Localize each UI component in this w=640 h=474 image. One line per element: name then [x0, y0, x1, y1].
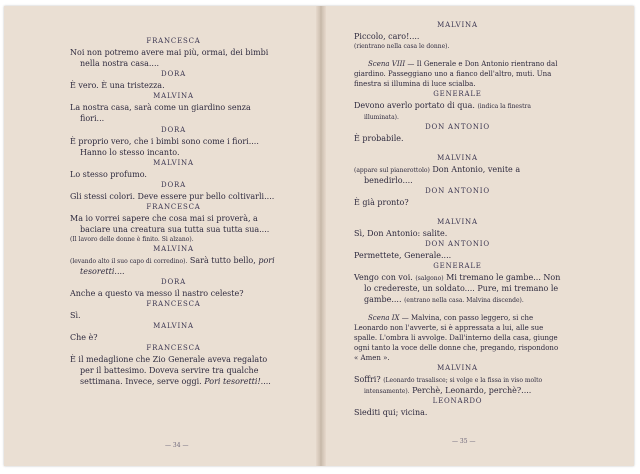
dialogue-line — [354, 374, 561, 396]
speaker-heading: GENERALE — [433, 90, 482, 98]
dialogue-line: È proprio vero, che i bimbi sono come i fiori.... Hanno lo stesso incanto. — [70, 137, 259, 157]
dialogue-line: Anche a questo va messo il nastro celeste? — [70, 289, 244, 298]
speaker-heading: FRANCESCA — [146, 37, 201, 45]
scene-direction — [354, 59, 561, 89]
speaker-heading: FRANCESCA — [146, 203, 201, 211]
scene-direction — [354, 313, 561, 363]
speaker-heading: DORA — [161, 181, 186, 189]
speaker-heading: DORA — [161, 278, 186, 286]
dialogue-line: Permettete, Generale.... — [354, 251, 452, 260]
right-page — [354, 14, 561, 418]
speaker-heading: MALVINA — [153, 159, 194, 167]
dialogue-italic: Pori tesoretti!.... — [204, 377, 271, 386]
dialogue-line: È probabile. — [354, 134, 404, 143]
dialogue-line — [70, 354, 277, 387]
speaker-heading: DON ANTONIO — [425, 187, 490, 195]
dialogue-line: Noi non potremo avere mai più, ormai, dei bimbi nella nostra casa.... — [70, 48, 269, 68]
dialogue-italic: pori tesoretti.... — [80, 256, 275, 276]
stage-direction: (salgono) — [415, 275, 444, 282]
dialogue-text: Mi tremano le gambe... Non lo credereste, un soldato.... Pure, mi tremano le gambe.... — [364, 273, 561, 304]
dialogue-text: Sarà tutto bello, — [189, 256, 256, 265]
scene-title: Scena VIII — [368, 60, 406, 68]
speaker-heading: MALVINA — [153, 92, 194, 100]
speaker-heading: LEONARDO — [432, 397, 483, 405]
speaker-heading: GENERALE — [433, 262, 482, 270]
page-number: — 35 — — [452, 438, 476, 445]
dialogue-line: È vero. È una tristezza. — [70, 81, 165, 90]
stage-direction: (Il lavoro delle donne è finito. Si alzano). — [70, 236, 194, 243]
dialogue-line: Che è? — [70, 333, 98, 342]
dialogue-text: Soffri? — [354, 375, 381, 384]
book-gutter — [316, 6, 326, 466]
dialogue-line — [354, 164, 561, 186]
speaker-heading: MALVINA — [437, 21, 478, 29]
dialogue-line: La nostra casa, sarà come un giardino senza fiori... — [70, 103, 251, 123]
scene-text: — Il Generale e Don Antonio rientrano dal giardino. Passeggiano uno a fianco dell'altro, muti. Una finestra si illumina di luce scialba. — [354, 60, 558, 88]
dialogue-line — [70, 255, 277, 277]
dialogue-text: Don Antonio, venite a benedirlo.... — [364, 165, 521, 185]
speaker-heading: MALVINA — [437, 364, 478, 372]
scene-text: — Malvina, con passo leggero, si che Leonardo non l'avverte, si è appressata a lui, alle sue spalle. L'ombra li avvolge. Dall'interno della casa, giunge ogni tanto la voce delle donne che, pregando, rispondono « Amen ». — [354, 314, 559, 362]
dialogue-line: Lo stesso profumo. — [70, 170, 147, 179]
speaker-heading: MALVINA — [153, 245, 194, 253]
dialogue-line — [354, 100, 561, 122]
stage-direction: (rientrano nella casa le donne). — [354, 43, 450, 50]
dialogue-line: Sì. — [70, 311, 81, 320]
scene-title: Scena IX — [368, 314, 400, 322]
speaker-heading: FRANCESCA — [146, 300, 201, 308]
dialogue-text: È il medaglione che Zio Generale aveva regalato per il battesimo. Doveva servire tra qualche settimana. Invece, serve oggi. — [70, 355, 268, 386]
stage-direction: (levando alto il suo capo di corredino). — [70, 258, 188, 265]
stage-direction: (Leonardo trasalisce; si volge e la fissa in viso molto intensamente). — [364, 377, 543, 395]
speaker-heading: DORA — [161, 126, 186, 134]
stage-direction: (indica la finestra illuminata). — [364, 103, 531, 121]
dialogue-line — [354, 272, 561, 305]
dialogue-line: Sì, Don Antonio: salite. — [354, 229, 448, 238]
speaker-heading: MALVINA — [437, 218, 478, 226]
speaker-heading: DON ANTONIO — [425, 240, 490, 248]
dialogue-line: Gli stessi colori. Deve essere pur bello coltivarli.... — [70, 192, 275, 201]
dialogue-text: Devono averlo portato di qua. — [354, 101, 475, 110]
stage-direction: (appare sul pianerottolo) — [354, 167, 430, 174]
dialogue-text: Perchè, Leonardo, perchè?.... — [412, 386, 532, 395]
speaker-heading: DORA — [161, 70, 186, 78]
speaker-heading: MALVINA — [153, 322, 194, 330]
speaker-heading: DON ANTONIO — [425, 123, 490, 131]
dialogue-line: Siediti qui; vicina. — [354, 408, 428, 417]
speaker-heading: FRANCESCA — [146, 344, 201, 352]
dialogue-line: Piccolo, caro!.... — [354, 32, 420, 41]
dialogue-line: È già pronto? — [354, 198, 409, 207]
dialogue-text: Vengo con voi. — [354, 273, 413, 282]
stage-direction: (entrano nella casa. Malvina discende). — [404, 297, 524, 304]
speaker-heading: MALVINA — [437, 154, 478, 162]
dialogue-line: Ma io vorrei sapere che cosa mai si proverà, a baciare una creatura sua tutta sua tutta sua.... — [70, 214, 270, 234]
page-number: — 34 — — [165, 442, 189, 449]
left-page — [70, 14, 277, 387]
